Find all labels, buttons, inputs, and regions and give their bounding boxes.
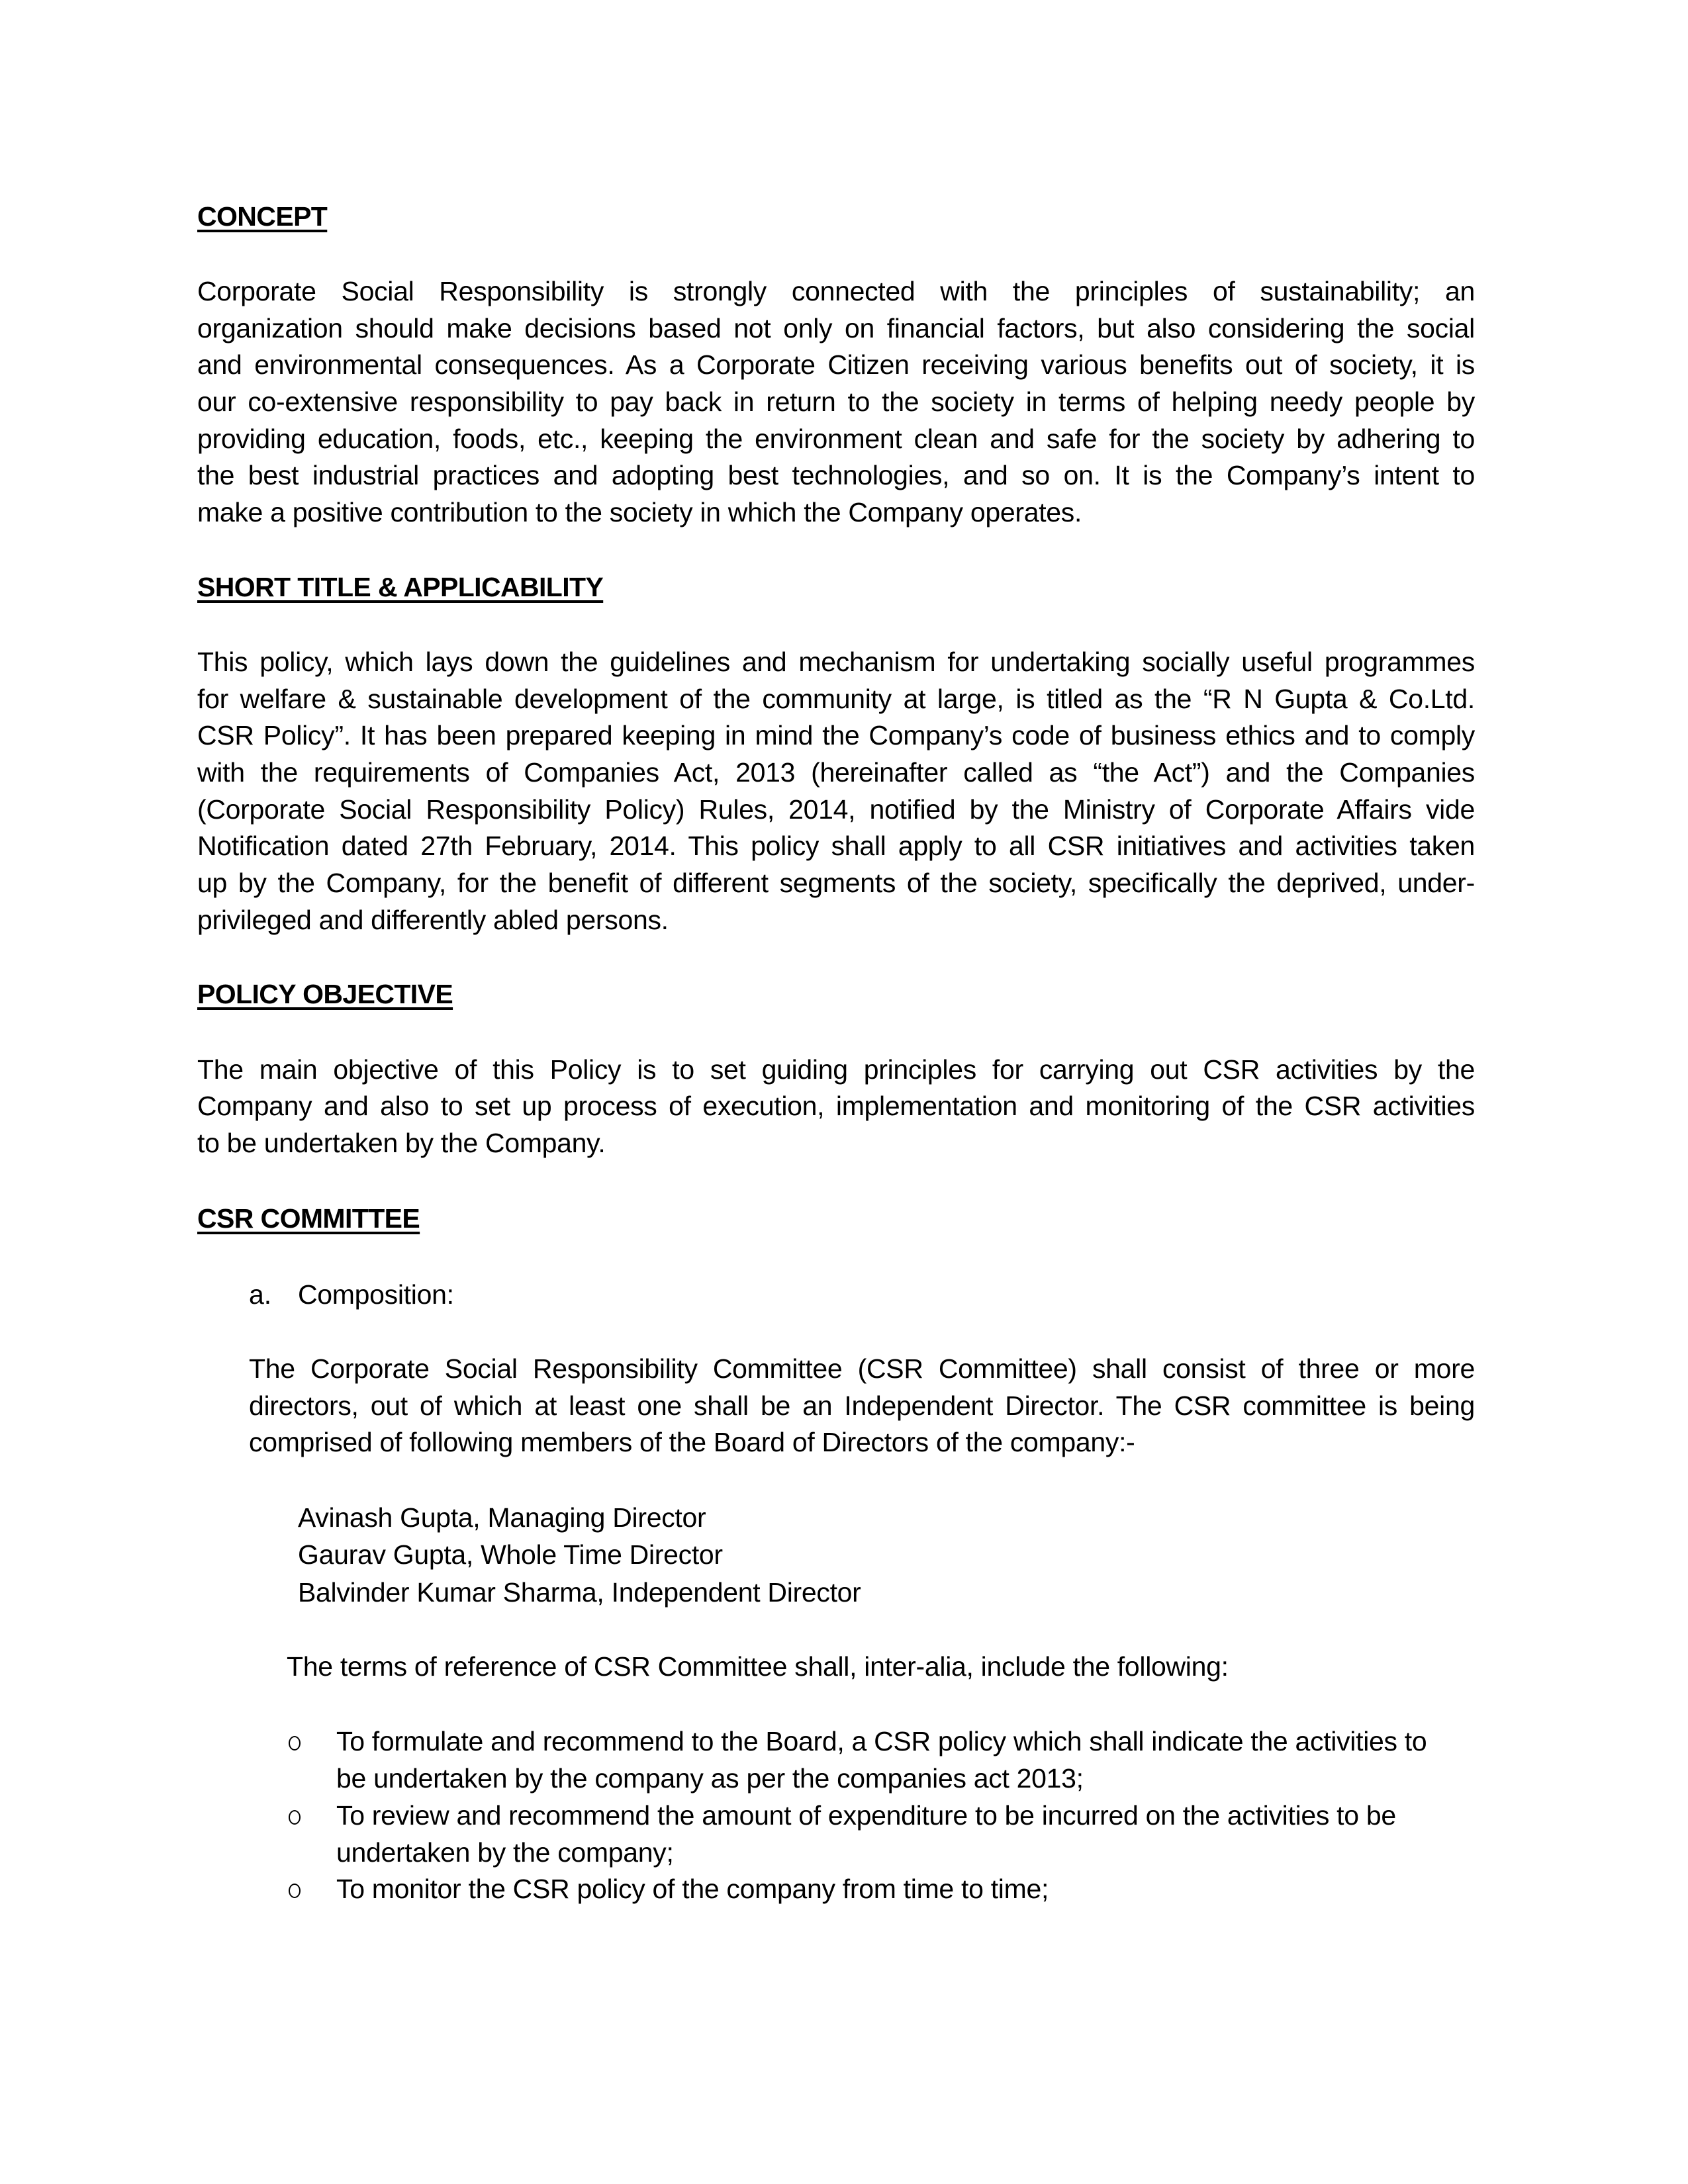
paragraph-line: our co-extensive responsibility to pay back in return to the society in terms of helping needy people by bbox=[197, 387, 1475, 417]
list-item-line: To formulate and recommend to the Board, a CSR policy which shall indicate the activities to bbox=[336, 1726, 1427, 1756]
committee-member: Avinash Gupta, Managing Director bbox=[298, 1502, 706, 1533]
paragraph-line: for welfare & sustainable development of the community at large, is titled as the “R N Gupta & Co.Ltd. bbox=[197, 684, 1475, 714]
committee-member: Gaurav Gupta, Whole Time Director bbox=[298, 1539, 723, 1570]
paragraph-line: (Corporate Social Responsibility Policy) Rules, 2014, notified by the Ministry of Corporate Affairs vide bbox=[197, 794, 1475, 825]
list-item-line: To review and recommend the amount of expenditure to be incurred on the activities to be bbox=[336, 1800, 1396, 1831]
paragraph-line: This policy, which lays down the guidelines and mechanism for undertaking socially useful programmes bbox=[197, 647, 1475, 677]
list-item-line: undertaken by the company; bbox=[336, 1837, 674, 1868]
hollow-circle-bullet-icon bbox=[289, 1736, 301, 1751]
paragraph-line: up by the Company, for the benefit of different segments of the society, specifically the deprived, under- bbox=[197, 868, 1475, 898]
paragraph-line: make a positive contribution to the society in which the Company operates. bbox=[197, 497, 1082, 527]
paragraph-line: privileged and differently abled persons. bbox=[197, 905, 669, 935]
paragraph-line: The main objective of this Policy is to set guiding principles for carrying out CSR activities by the bbox=[197, 1054, 1475, 1085]
paragraph-line: the best industrial practices and adopting best technologies, and so on. It is the Company’s intent to bbox=[197, 460, 1475, 490]
paragraph-line: Corporate Social Responsibility is strongly connected with the principles of sustainability; an bbox=[197, 276, 1475, 306]
paragraph-line: CSR Policy”. It has been prepared keeping in mind the Company’s code of business ethics and to comply bbox=[197, 720, 1475, 751]
paragraph-line: Notification dated 27th February, 2014. This policy shall apply to all CSR initiatives and activities taken bbox=[197, 831, 1475, 861]
hollow-circle-bullet-icon bbox=[289, 1810, 301, 1825]
paragraph-line: to be undertaken by the Company. bbox=[197, 1128, 606, 1158]
paragraph-line: with the requirements of Companies Act, 2013 (hereinafter called as “the Act”) and the Companies bbox=[197, 757, 1475, 788]
paragraph-line: providing education, foods, etc., keeping the environment clean and safe for the society by adhering to bbox=[197, 424, 1475, 454]
hollow-circle-bullet-icon bbox=[289, 1884, 301, 1898]
section-heading-concept: CONCEPT bbox=[197, 201, 328, 232]
paragraph-line: comprised of following members of the Board of Directors of the company:- bbox=[249, 1427, 1135, 1457]
list-item-line: be undertaken by the company as per the companies act 2013; bbox=[336, 1763, 1084, 1794]
committee-member: Balvinder Kumar Sharma, Independent Director bbox=[298, 1577, 861, 1608]
list-item-line: To monitor the CSR policy of the company from time to time; bbox=[336, 1874, 1049, 1904]
section-heading-short-title: SHORT TITLE & APPLICABILITY bbox=[197, 572, 604, 602]
subsection-marker: a. bbox=[249, 1279, 272, 1310]
subsection-title-composition: Composition: bbox=[298, 1279, 454, 1310]
paragraph-line: organization should make decisions based not only on financial factors, but also considering the social bbox=[197, 313, 1475, 343]
paragraph-line: and environmental consequences. As a Corporate Citizen receiving various benefits out of society, it is bbox=[197, 349, 1475, 380]
paragraph-line: Company and also to set up process of execution, implementation and monitoring of the CSR activities bbox=[197, 1091, 1475, 1121]
paragraph-line: directors, out of which at least one shall be an Independent Director. The CSR committee is being bbox=[249, 1390, 1475, 1421]
paragraph-line: The Corporate Social Responsibility Committee (CSR Committee) shall consist of three or more bbox=[249, 1353, 1475, 1384]
terms-of-reference-intro: The terms of reference of CSR Committee shall, inter-alia, include the following: bbox=[287, 1651, 1229, 1682]
section-heading-policy-objective: POLICY OBJECTIVE bbox=[197, 979, 453, 1009]
section-heading-csr-committee: CSR COMMITTEE bbox=[197, 1203, 420, 1234]
